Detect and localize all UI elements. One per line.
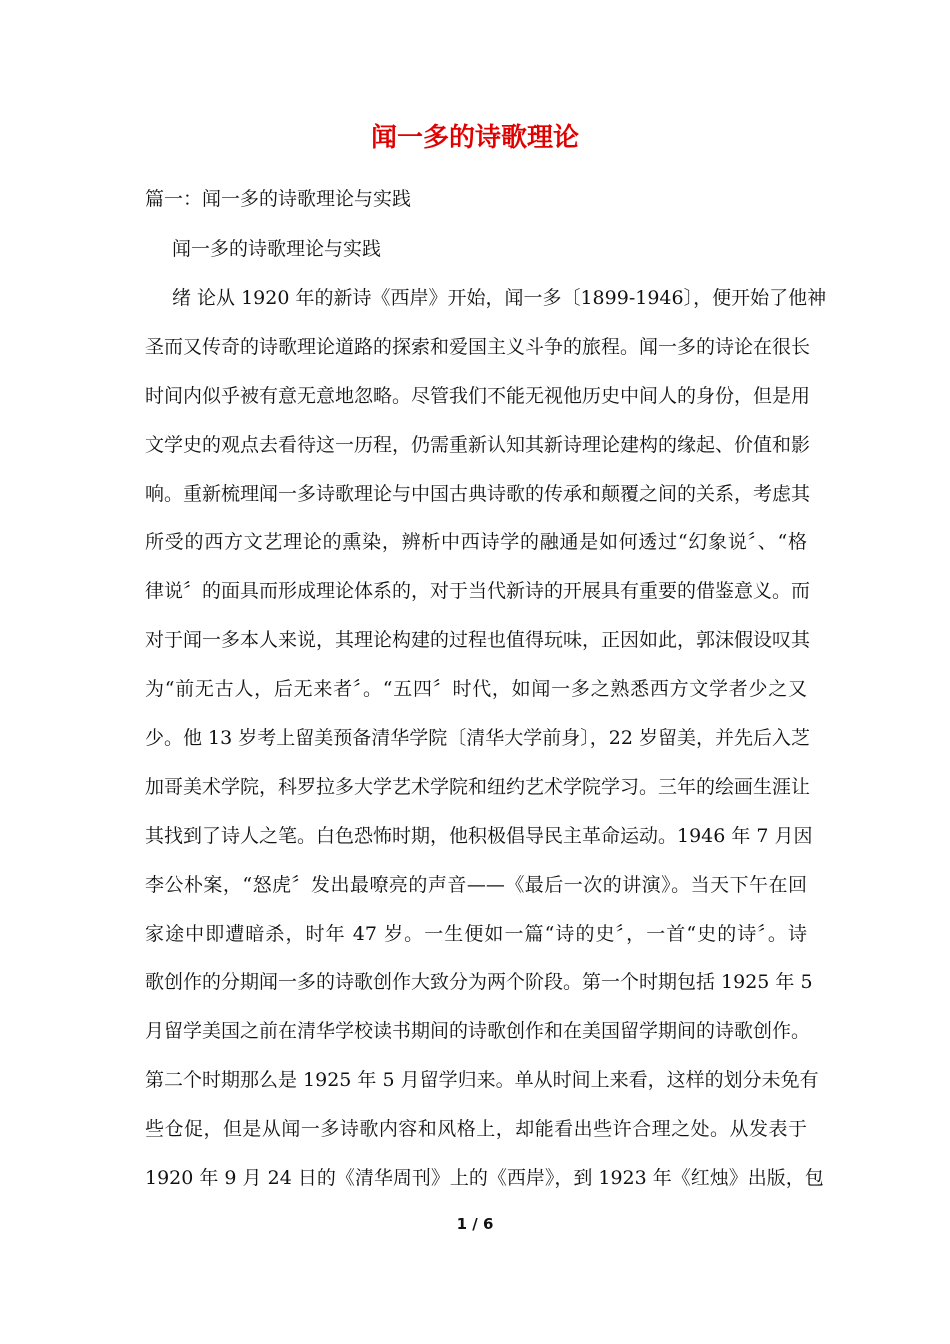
text-line: 圣而又传奇的诗歌理论道路的探索和爱国主义斗争的旅程。闻一多的诗论在很长: [145, 335, 811, 358]
text-line: 律说〞的面具而形成理论体系的，对于当代新诗的开展具有重要的借鉴意义。而: [145, 580, 811, 603]
text-line: 加哥美术学院，科罗拉多大学艺术学院和纽约艺术学院学习。三年的绘画生涯让: [145, 775, 811, 798]
body-paragraph: [145, 279, 827, 1208]
text-line: 少。他 13 岁考上留美预备清华学院〔清华大学前身〕，22 岁留美，并先后入芝: [145, 727, 810, 750]
text-line: 其找到了诗人之笔。白色恐怖时期，他积极倡导民主革命运动。1946 年 7 月因: [145, 824, 813, 847]
text-line: 文学史的观点去看待这一历程，仍需重新认知其新诗理论建构的缘起、价值和影: [145, 433, 811, 456]
text-line: 对于闻一多本人来说，其理论构建的过程也值得玩味，正因如此，郭沫假设叹其: [145, 629, 811, 652]
text-line: 歌创作的分期闻一多的诗歌创作大致分为两个阶段。第一个时期包括 1925 年 5: [145, 971, 813, 994]
text-line: 所受的西方文艺理论的熏染，辨析中西诗学的融通是如何透过“幻象说〞、“格: [145, 531, 807, 554]
text-line: 绪 论从 1920 年的新诗《西岸》开始，闻一多〔1899-1946〕，便开始了他神: [172, 287, 827, 309]
document-title: 闻一多的诗歌理论: [370, 123, 579, 153]
text-line: 李公朴案，“怒虎〞发出最嘹亮的声音——《最后一次的讲演》。当天下午在回: [145, 873, 807, 896]
text-line: 响。重新梳理闻一多诗歌理论与中国古典诗歌的传承和颠覆之间的关系，考虑其: [145, 482, 811, 505]
text-line: 第二个时期那么是 1925 年 5 月留学归来。单从时间上来看，这样的划分未免有: [145, 1069, 819, 1092]
text-line: 1920 年 9 月 24 日的《清华周刊》上的《西岸》，到 1923 年《红烛》出版，包: [145, 1167, 824, 1190]
page-number: 1 / 6: [456, 1215, 494, 1233]
text-line: 时间内似乎被有意无意地忽略。尽管我们不能无视他历史中间人的身份，但是用: [145, 384, 811, 407]
section-heading: 篇一：闻一多的诗歌理论与实践: [145, 188, 412, 210]
text-line: 为“前无古人，后无来者〞。“五四〞时代，如闻一多之熟悉西方文学者少之又: [145, 678, 807, 701]
sub-heading: 闻一多的诗歌理论与实践: [172, 238, 382, 260]
text-line: 些仓促，但是从闻一多诗歌内容和风格上，却能看出些许合理之处。从发表于: [145, 1118, 807, 1141]
text-line: 家途中即遭暗杀，时年 47 岁。一生便如一篇“诗的史〞，一首“史的诗〞。诗: [145, 922, 807, 945]
text-line: 月留学美国之前在清华学校读书期间的诗歌创作和在美国留学期间的诗歌创作。: [145, 1020, 811, 1043]
